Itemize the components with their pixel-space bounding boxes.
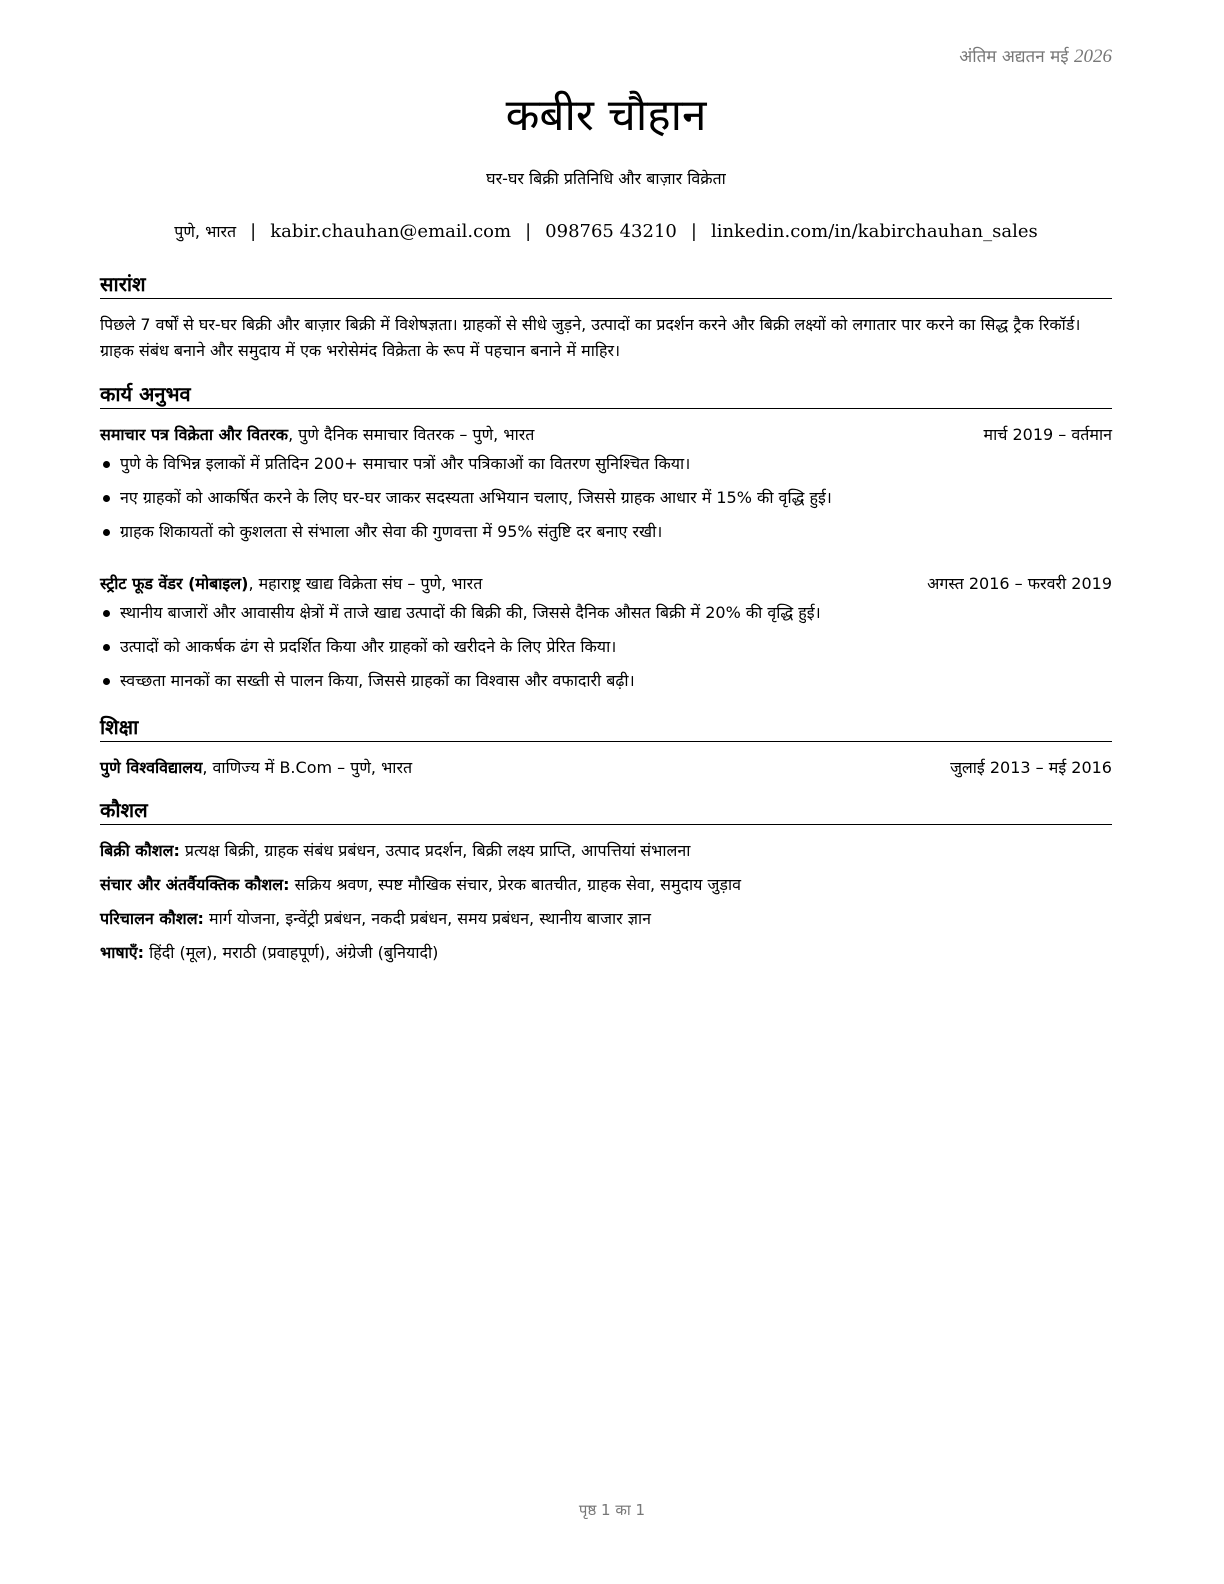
skill-row bbox=[100, 838, 1112, 872]
skill-row bbox=[100, 872, 1112, 906]
job-role: स्ट्रीट फूड वेंडर (मोबाइल) bbox=[100, 574, 249, 593]
list-item bbox=[100, 634, 1112, 668]
list-item bbox=[100, 668, 1112, 702]
section-title-summary: सारांश bbox=[100, 270, 1112, 299]
contact-separator: | bbox=[250, 221, 257, 242]
bullet-text: नए ग्राहकों को आकर्षित करने के लिए घर-घर जाकर सदस्यता अभियान चलाए, जिससे ग्राहक आधार में 15% की वृद्धि हुई। bbox=[120, 488, 832, 507]
list-item bbox=[100, 600, 1112, 634]
last-updated-year: 2026 bbox=[1074, 46, 1112, 67]
bullet-dot-icon bbox=[103, 461, 110, 468]
skill-row bbox=[100, 906, 1112, 940]
candidate-headline: घर-घर बिक्री प्रतिनिधि और बाज़ार विक्रेता bbox=[486, 169, 726, 188]
bullet-text: स्वच्छता मानकों का सख्ती से पालन किया, जिससे ग्राहकों का विश्वास और वफादारी बढ़ी। bbox=[120, 671, 635, 690]
education-entry bbox=[100, 755, 1112, 781]
section-title-experience: कार्य अनुभव bbox=[100, 380, 1112, 409]
section-title-skills: कौशल bbox=[100, 796, 1112, 825]
skill-label: बिक्री कौशल: bbox=[100, 841, 180, 860]
job-bullet-list bbox=[100, 451, 1112, 553]
job-header bbox=[100, 571, 1112, 597]
list-item bbox=[100, 519, 1112, 553]
job-header bbox=[100, 422, 1112, 448]
contact-phone: 098765 43210 bbox=[545, 221, 677, 242]
page-number: पृष्ठ 1 का 1 bbox=[578, 1501, 646, 1519]
skills-list bbox=[100, 838, 1112, 974]
section-title-education: शिक्षा bbox=[100, 713, 1112, 742]
contact-separator: | bbox=[690, 221, 697, 242]
contact-linkedin[interactable]: linkedin.com/in/kabirchauhan_sales bbox=[710, 221, 1038, 242]
skill-label: परिचालन कौशल: bbox=[100, 909, 204, 928]
bullet-text: ग्राहक शिकायतों को कुशलता से संभाला और सेवा की गुणवत्ता में 95% संतुष्टि दर बनाए रखी। bbox=[120, 522, 663, 541]
skill-value: मार्ग योजना, इन्वेंट्री प्रबंधन, नकदी प्रबंधन, समय प्रबंधन, स्थानीय बाजार ज्ञान bbox=[203, 909, 652, 928]
job-organization: , पुणे दैनिक समाचार वितरक – पुणे, भारत bbox=[288, 425, 535, 444]
candidate-name: कबीर चौहान bbox=[505, 90, 707, 141]
skill-value: प्रत्यक्ष बिक्री, ग्राहक संबंध प्रबंधन, उत्पाद प्रदर्शन, बिक्री लक्ष्य प्राप्ति, आपत्तियां संभालना bbox=[179, 841, 691, 860]
bullet-text: पुणे के विभिन्न इलाकों में प्रतिदिन 200+ समाचार पत्रों और पत्रिकाओं का वितरण सुनिश्चित किया। bbox=[120, 454, 691, 473]
contact-email[interactable]: kabir.chauhan@email.com bbox=[270, 221, 512, 242]
job-organization: , महाराष्ट्र खाद्य विक्रेता संघ – पुणे, भारत bbox=[248, 574, 483, 593]
job-dates: अगस्त 2016 – फरवरी 2019 bbox=[927, 574, 1112, 593]
list-item bbox=[100, 485, 1112, 519]
job-dates: मार्च 2019 – वर्तमान bbox=[983, 425, 1112, 444]
contact-separator: | bbox=[525, 221, 532, 242]
list-item bbox=[100, 451, 1112, 485]
bullet-dot-icon bbox=[103, 495, 110, 502]
bullet-dot-icon bbox=[103, 610, 110, 617]
last-updated-label: अंतिम अद्यतन मई bbox=[959, 47, 1069, 67]
bullet-dot-icon bbox=[103, 644, 110, 651]
bullet-dot-icon bbox=[103, 529, 110, 536]
contact-line bbox=[100, 218, 1112, 246]
bullet-text: स्थानीय बाजारों और आवासीय क्षेत्रों में ताजे खाद्य उत्पादों की बिक्री की, जिससे दैनिक औसत बिक्री में 20% की वृद्धि हुई। bbox=[120, 603, 821, 622]
skill-value: सक्रिय श्रवण, स्पष्ट मौखिक संचार, प्रेरक बातचीत, ग्राहक सेवा, समुदाय जुड़ाव bbox=[289, 875, 742, 894]
bullet-dot-icon bbox=[103, 678, 110, 685]
contact-location: पुणे, भारत bbox=[174, 222, 237, 241]
skill-label: संचार और अंतर्वैयक्तिक कौशल: bbox=[100, 875, 290, 894]
last-updated-note bbox=[959, 44, 1112, 68]
skill-label: भाषाएँ: bbox=[100, 943, 145, 962]
education-dates: जुलाई 2013 – मई 2016 bbox=[950, 758, 1112, 777]
job-role: समाचार पत्र विक्रेता और वितरक bbox=[100, 425, 289, 444]
job-bullet-list bbox=[100, 600, 1112, 702]
skill-value: हिंदी (मूल), मराठी (प्रवाहपूर्ण), अंग्रेजी (बुनियादी) bbox=[144, 943, 439, 962]
skill-row bbox=[100, 940, 1112, 974]
summary-text: पिछले 7 वर्षों से घर-घर बिक्री और बाज़ार बिक्री में विशेषज्ञता। ग्राहकों से सीधे जुड़ने, उत्पादों का प्रदर्शन करने और बिक्री लक्ष्यों को लगातार पार करने का सिद्ध ट्रैक रिकॉर्ड। ग्राहक संबंध बनाने और समुदाय में एक भरोसेमंद विक्रेता के रूप में पहचान बनाने में माहिर। bbox=[100, 315, 1081, 360]
education-institution: पुणे विश्वविद्यालय bbox=[100, 758, 203, 777]
education-degree: , वाणिज्य में B.Com – पुणे, भारत bbox=[202, 758, 413, 777]
bullet-text: उत्पादों को आकर्षक ढंग से प्रदर्शित किया और ग्राहकों को खरीदने के लिए प्रेरित किया। bbox=[120, 637, 617, 656]
